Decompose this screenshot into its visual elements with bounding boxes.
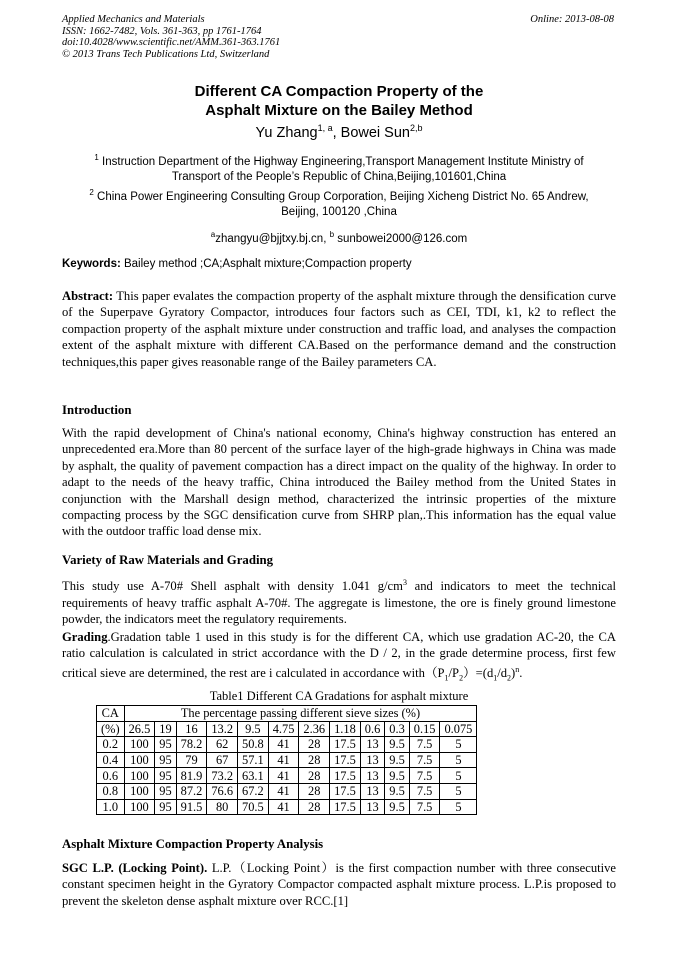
table-cell-ca: 0.8 — [97, 783, 125, 799]
table-cell: 76.6 — [207, 783, 238, 799]
table-cell: 13 — [360, 737, 385, 753]
affiliation-1-line-2: Transport of the People’s Republic of China,Beijing,101601,China — [171, 170, 507, 183]
table-cell: 80 — [207, 799, 238, 815]
table-cell: 5 — [440, 768, 477, 784]
email-a[interactable]: zhangyu@bjjtxy.bj.cn, — [215, 232, 330, 245]
gradation-table — [96, 705, 477, 815]
table-cell: 9.5 — [385, 752, 410, 768]
title-line-2: Asphalt Mixture on the Bailey Method — [205, 102, 473, 119]
table-cell: 17.5 — [330, 799, 361, 815]
table-cell: 63.1 — [238, 768, 269, 784]
abstract-paragraph — [62, 288, 616, 370]
table-header-row — [97, 706, 477, 722]
doi-line: doi:10.4028/www.scientific.net/AMM.361-363.1761 — [62, 37, 281, 48]
table-cell: 17.5 — [330, 768, 361, 784]
table-cell: 91.5 — [176, 799, 207, 815]
table-row — [97, 783, 477, 799]
table-cell: 95 — [155, 768, 176, 784]
table-sieve-row — [97, 721, 477, 737]
title-line-1: Different CA Compaction Property of the — [194, 83, 484, 100]
table-cell: 41 — [268, 752, 299, 768]
raw-materials-sup: 3 — [402, 578, 407, 587]
table-sieve-header: 0.15 — [409, 721, 440, 737]
table-row — [97, 799, 477, 815]
table-cell: 70.5 — [238, 799, 269, 815]
table-sieve-header: 4.75 — [268, 721, 299, 737]
table-cell: 50.8 — [238, 737, 269, 753]
table-cell: 28 — [299, 768, 330, 784]
issn-line: ISSN: 1662-7482, Vols. 361-363, pp 1761-1764 — [62, 25, 262, 37]
table-cell: 95 — [155, 752, 176, 768]
raw-materials-text-2: and indicators to meet the technical requirements of heavy traffic asphalt A-70#. The aggregate is limestone, the ore is finely ground limestone powder, the indicators meet the regulatory requirements. — [62, 579, 617, 626]
table-caption: Table1 Different CA Gradations for asphalt mixture — [209, 689, 469, 703]
affiliation-2-line-2: Beijing, 100120 ,China — [281, 205, 397, 218]
table-cell: 13 — [360, 799, 385, 815]
table-cell-ca: 0.4 — [97, 752, 125, 768]
table-row — [97, 737, 477, 753]
affiliation-1-line-1: Instruction Department of the Highway Engineering,Transport Management Institute Ministry of — [98, 155, 584, 168]
author-1-sup: 1, a — [317, 123, 333, 133]
analysis-heading: Asphalt Mixture Compaction Property Analysis — [62, 837, 324, 851]
table-cell: 7.5 — [409, 737, 440, 753]
table-cell: 100 — [124, 737, 155, 753]
table-cell: 79 — [176, 752, 207, 768]
raw-materials-text-1: This study use A-70# Shell asphalt with density 1.041 g/cm — [62, 579, 403, 594]
table-cell: 5 — [440, 737, 477, 753]
table-sieve-header: 16 — [176, 721, 207, 737]
table-cell: 5 — [440, 799, 477, 815]
raw-materials-paragraph — [62, 575, 616, 627]
sgc-label: SGC L.P. (Locking Point). — [62, 861, 208, 875]
table-cell: 81.9 — [176, 768, 207, 784]
table-cell: 7.5 — [409, 799, 440, 815]
table-row — [97, 752, 477, 768]
affiliation-2-sup: 2 — [89, 188, 94, 197]
table-header-span: The percentage passing different sieve sizes (%) — [124, 706, 477, 722]
table-cell: 100 — [124, 799, 155, 815]
table-header-ca-unit: (%) — [97, 721, 125, 737]
table-cell-ca: 0.2 — [97, 737, 125, 753]
affiliation-2 — [62, 185, 616, 220]
table-cell: 78.2 — [176, 737, 207, 753]
table-row — [97, 768, 477, 784]
author-separator: , — [332, 124, 341, 141]
table-cell-ca: 1.0 — [97, 799, 125, 815]
abstract-text: This paper evalates the compaction property of the asphalt mixture through the densification curve of the Superpave Gyratory Compactor, introduces four factors such as CEI, TDI, k1, k2 to reflect the compaction property of the asphalt mixture under construction and traffic load, and analyses the compaction extent of the asphalt mixture with different CA.Based on the performance demand and the construction techniques,this paper gives reasonable range of the Bailey parameters CA. — [62, 289, 616, 369]
analysis-paragraph — [62, 860, 616, 909]
copyright-line: © 2013 Trans Tech Publications Ltd, Switzerland — [62, 48, 270, 60]
table-cell: 67 — [207, 752, 238, 768]
table-cell: 41 — [268, 799, 299, 815]
table-header-ca: CA — [97, 706, 125, 722]
author-2: Bowei Sun — [340, 124, 410, 141]
table-cell: 95 — [155, 783, 176, 799]
keywords-text: Bailey method ;CA;Asphalt mixture;Compaction property — [120, 258, 412, 270]
online-date: Online: 2013-08-08 — [530, 14, 614, 25]
table-cell: 100 — [124, 752, 155, 768]
table-cell: 73.2 — [207, 768, 238, 784]
table-cell: 28 — [299, 752, 330, 768]
email-b-sup: b — [329, 230, 335, 239]
sgc-text: L.P.（Locking Point）is the first compaction number with three consecutive constant specimen height in the Gyratory Compactor compacted asphalt mixture process. L.P.is proposed to prevent the skeleton dense asphalt mixture over RCC.[1] — [62, 861, 617, 908]
table-cell: 28 — [299, 737, 330, 753]
table-cell: 67.2 — [238, 783, 269, 799]
table-sieve-header: 0.075 — [440, 721, 477, 737]
grading-formula: $(P_1/P_2)=(d_1/d_2)^n$. — [424, 664, 523, 683]
table-cell: 57.1 — [238, 752, 269, 768]
table-cell: 41 — [268, 768, 299, 784]
table-cell: 41 — [268, 783, 299, 799]
grading-text: .Gradation table 1 used in this study is for the different CA, which use gradation AC-20, the CA ratio calculation is calculated in strict accordance with the D / 2, in the grade determine process, first few critical sieve are determined, the rest are i calculated in accordance with — [62, 630, 616, 680]
email-b[interactable]: sunbowei2000@126.com — [334, 232, 468, 245]
table-sieve-header: 1.18 — [330, 721, 361, 737]
table-cell: 17.5 — [330, 737, 361, 753]
table-cell: 9.5 — [385, 799, 410, 815]
table-cell: 5 — [440, 783, 477, 799]
grading-paragraph — [62, 629, 616, 687]
table-cell: 5 — [440, 752, 477, 768]
table-cell: 87.2 — [176, 783, 207, 799]
paper-title — [0, 82, 678, 120]
email-a-sup: a — [210, 230, 216, 239]
table-cell: 17.5 — [330, 783, 361, 799]
table-cell: 7.5 — [409, 752, 440, 768]
raw-materials-heading: Variety of Raw Materials and Grading — [62, 553, 274, 567]
table-cell: 100 — [124, 768, 155, 784]
table-cell: 7.5 — [409, 783, 440, 799]
table-cell: 62 — [207, 737, 238, 753]
table-sieve-header: 0.6 — [360, 721, 385, 737]
affiliation-1-sup: 1 — [94, 153, 99, 162]
table-cell: 13 — [360, 752, 385, 768]
author-1: Yu Zhang — [255, 124, 318, 141]
journal-header — [62, 14, 280, 60]
author-2-sup: 2,b — [409, 123, 423, 133]
affiliation-1 — [62, 150, 616, 185]
table-cell: 17.5 — [330, 752, 361, 768]
abstract-label: Abstract: — [62, 289, 114, 303]
table-sieve-header: 2.36 — [299, 721, 330, 737]
affiliation-2-line-1: China Power Engineering Consulting Group Corporation, Beijing Xicheng District No. 65 Andrew, — [93, 190, 589, 203]
journal-name: Applied Mechanics and Materials — [62, 14, 205, 25]
table-cell-ca: 0.6 — [97, 768, 125, 784]
table-cell: 13 — [360, 783, 385, 799]
table-cell: 95 — [155, 737, 176, 753]
table-cell: 7.5 — [409, 768, 440, 784]
table-cell: 100 — [124, 783, 155, 799]
introduction-heading: Introduction — [62, 403, 132, 417]
table-sieve-header: 0.3 — [385, 721, 410, 737]
table-cell: 28 — [299, 799, 330, 815]
table-cell: 9.5 — [385, 768, 410, 784]
table-cell: 13 — [360, 768, 385, 784]
table-sieve-header: 19 — [155, 721, 176, 737]
table-cell: 28 — [299, 783, 330, 799]
table-cell: 41 — [268, 737, 299, 753]
grading-label: Grading — [62, 630, 108, 644]
author-list — [0, 123, 678, 141]
table-cell: 9.5 — [385, 737, 410, 753]
table-sieve-header: 9.5 — [238, 721, 269, 737]
keywords-label: Keywords: — [62, 258, 121, 270]
email-line — [0, 230, 678, 245]
table-sieve-header: 26.5 — [124, 721, 155, 737]
introduction-paragraph: With the rapid development of China's national economy, China's highway construction has entered an unprecedented era.More than 80 percent of the surface layer of the high-grade highways in China was made by asphalt, the quality of pavement compaction has a direct impact on the quality of the highway. In order to adapt to the needs of the heavy traffic, China introduced the Bailey method from the United States in conjunction with the Marshall design method, characterized the intrinsic properties of the mixture compacting process by the SGC densification curve from SHRP plan,.This information has the equal value with the outdoor traffic load dense mix. — [62, 426, 616, 539]
table-cell: 9.5 — [385, 783, 410, 799]
keywords-line — [62, 258, 412, 270]
table-cell: 95 — [155, 799, 176, 815]
table-sieve-header: 13.2 — [207, 721, 238, 737]
